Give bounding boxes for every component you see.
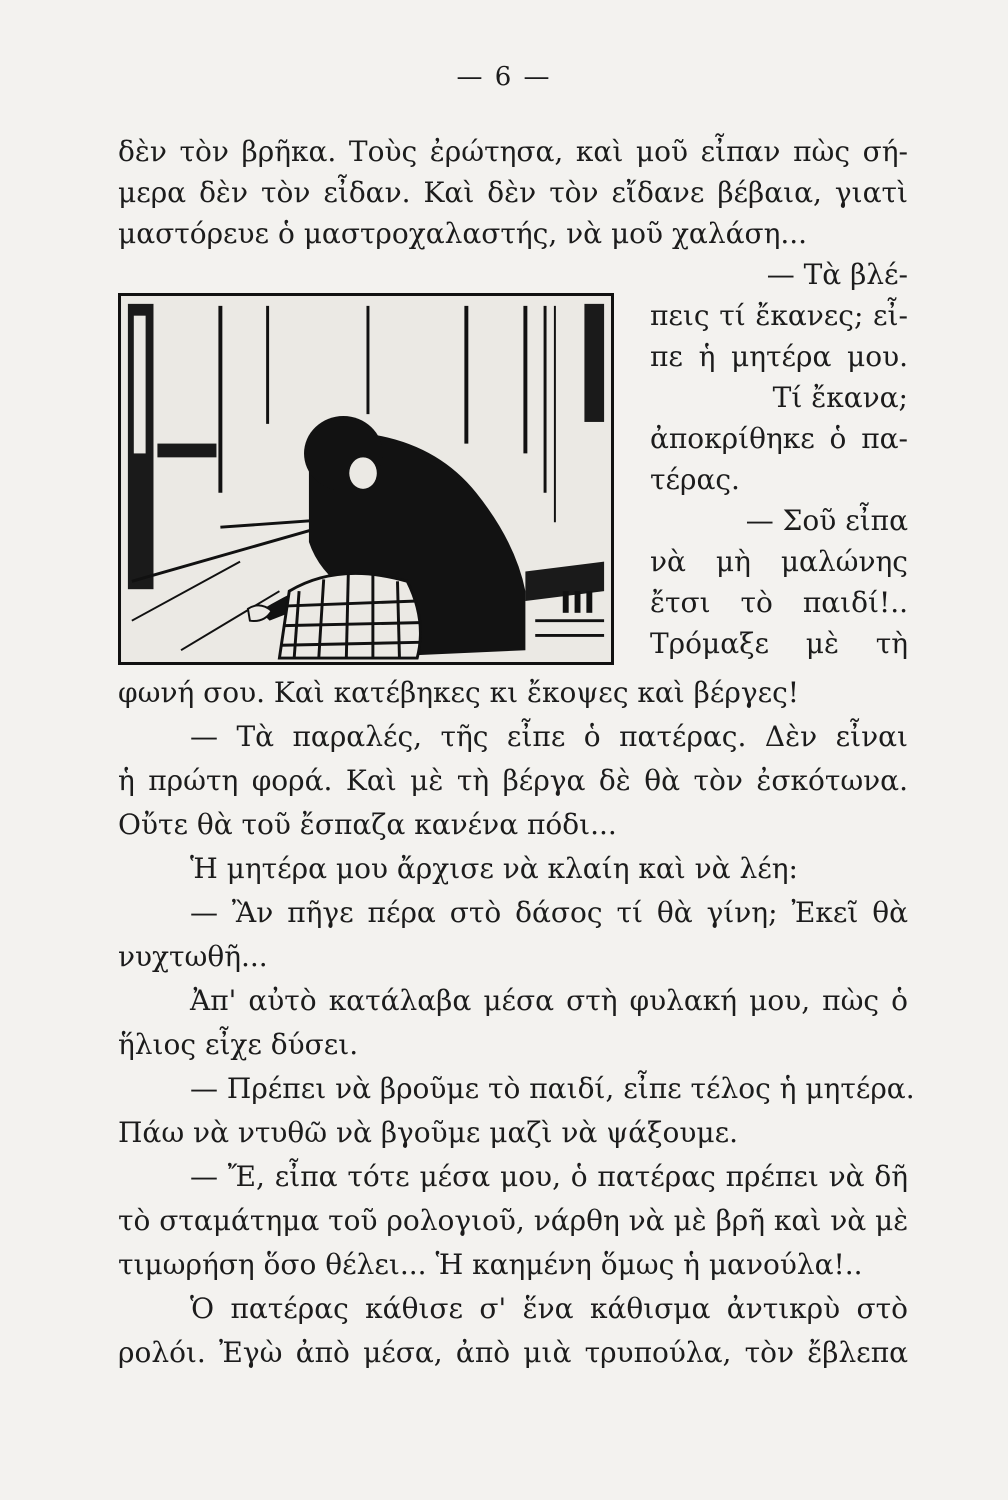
text-line: — Σοῦ εἶπα: [745, 504, 908, 537]
text-line: δὲν τὸν βρῆκα. Τοὺς ἐρώτησα, καὶ μοῦ εἶπαν πὼς σή-: [118, 135, 908, 168]
text-line: πε ἡ μητέρα μου.: [650, 340, 908, 373]
text-line: ρολόι. Ἐγὼ ἀπὸ μέσα, ἀπὸ μιὰ τρυπούλα, τὸν ἔβλεπα: [118, 1336, 908, 1369]
text-line: ἀποκρίθηκε ὁ πα-: [650, 422, 908, 455]
text-line: τὸ σταμάτημα τοῦ ρολογιοῦ, νάρθη νὰ μὲ βρῆ καὶ νὰ μὲ: [118, 1204, 909, 1237]
text-line: μερα δὲν τὸν εἶδαν. Καὶ δὲν τὸν εἴδανε βέβαια, γιατὶ: [118, 176, 908, 209]
text-line: Οὔτε θὰ τοῦ ἔσπαζα κανένα πόδι...: [118, 808, 617, 841]
text-line: νυχτωθῆ...: [118, 940, 268, 973]
text-line: — Πρέπει νὰ βροῦμε τὸ παιδί, εἶπε τέλος ἡ μητέρα.: [190, 1072, 915, 1105]
text-line: — Τὰ παραλές, τῆς εἶπε ὁ πατέρας. Δὲν εἶναι: [190, 720, 908, 753]
text-line: Πάω νὰ ντυθῶ νὰ βγοῦμε μαζὶ νὰ ψάξουμε.: [118, 1116, 739, 1149]
text-line: ἡ πρώτη φορά. Καὶ μὲ τὴ βέργα δὲ θὰ τὸν ἐσκότωνα.: [118, 764, 908, 797]
text-line: Τρόμαξε μὲ τὴ: [650, 627, 908, 660]
text-line: ἥλιος εἶχε δύσει.: [118, 1028, 359, 1061]
text-line: τέρας.: [650, 463, 740, 496]
text-line: — Τὰ βλέ-: [766, 258, 908, 291]
text-line: — Ἔ, εἶπα τότε μέσα μου, ὁ πατέρας πρέπει νὰ δῆ: [190, 1160, 908, 1193]
text-line: φωνή σου. Καὶ κατέβηκες κι ἔκοψες καὶ βέργες!: [118, 676, 800, 709]
text-line: Ὁ πατέρας κάθισε σ' ἕνα κάθισμα ἀντικρὺ στὸ: [190, 1292, 908, 1325]
text-line: Ἀπ' αὐτὸ κατάλαβα μέσα στὴ φυλακή μου, πὼς ὁ: [190, 984, 908, 1017]
text-line: μαστόρευε ὁ μαστροχαλαστής, νὰ μοῦ χαλάση...: [118, 217, 808, 250]
page-number: — 6 —: [456, 62, 552, 92]
text-line: ἔτσι τὸ παιδί!..: [650, 586, 908, 619]
text-line: — Ἂν πῆγε πέρα στὸ δάσος τί θὰ γίνη; Ἐκεῖ θὰ: [190, 896, 908, 929]
text-line: πεις τί ἔκανες; εἶ-: [650, 299, 908, 332]
text-line: νὰ μὴ μαλώνης: [650, 545, 908, 578]
text-line: Τί ἔκανα;: [772, 381, 908, 414]
illustration-man-sitting: [118, 293, 614, 665]
text-line: τιμωρήση ὅσο θέλει... Ἡ καημένη ὅμως ἡ μανούλα!..: [118, 1248, 863, 1281]
woodcut-illustration: [121, 296, 611, 662]
text-line: Ἡ μητέρα μου ἄρχισε νὰ κλαίη καὶ νὰ λέη:: [190, 852, 798, 885]
